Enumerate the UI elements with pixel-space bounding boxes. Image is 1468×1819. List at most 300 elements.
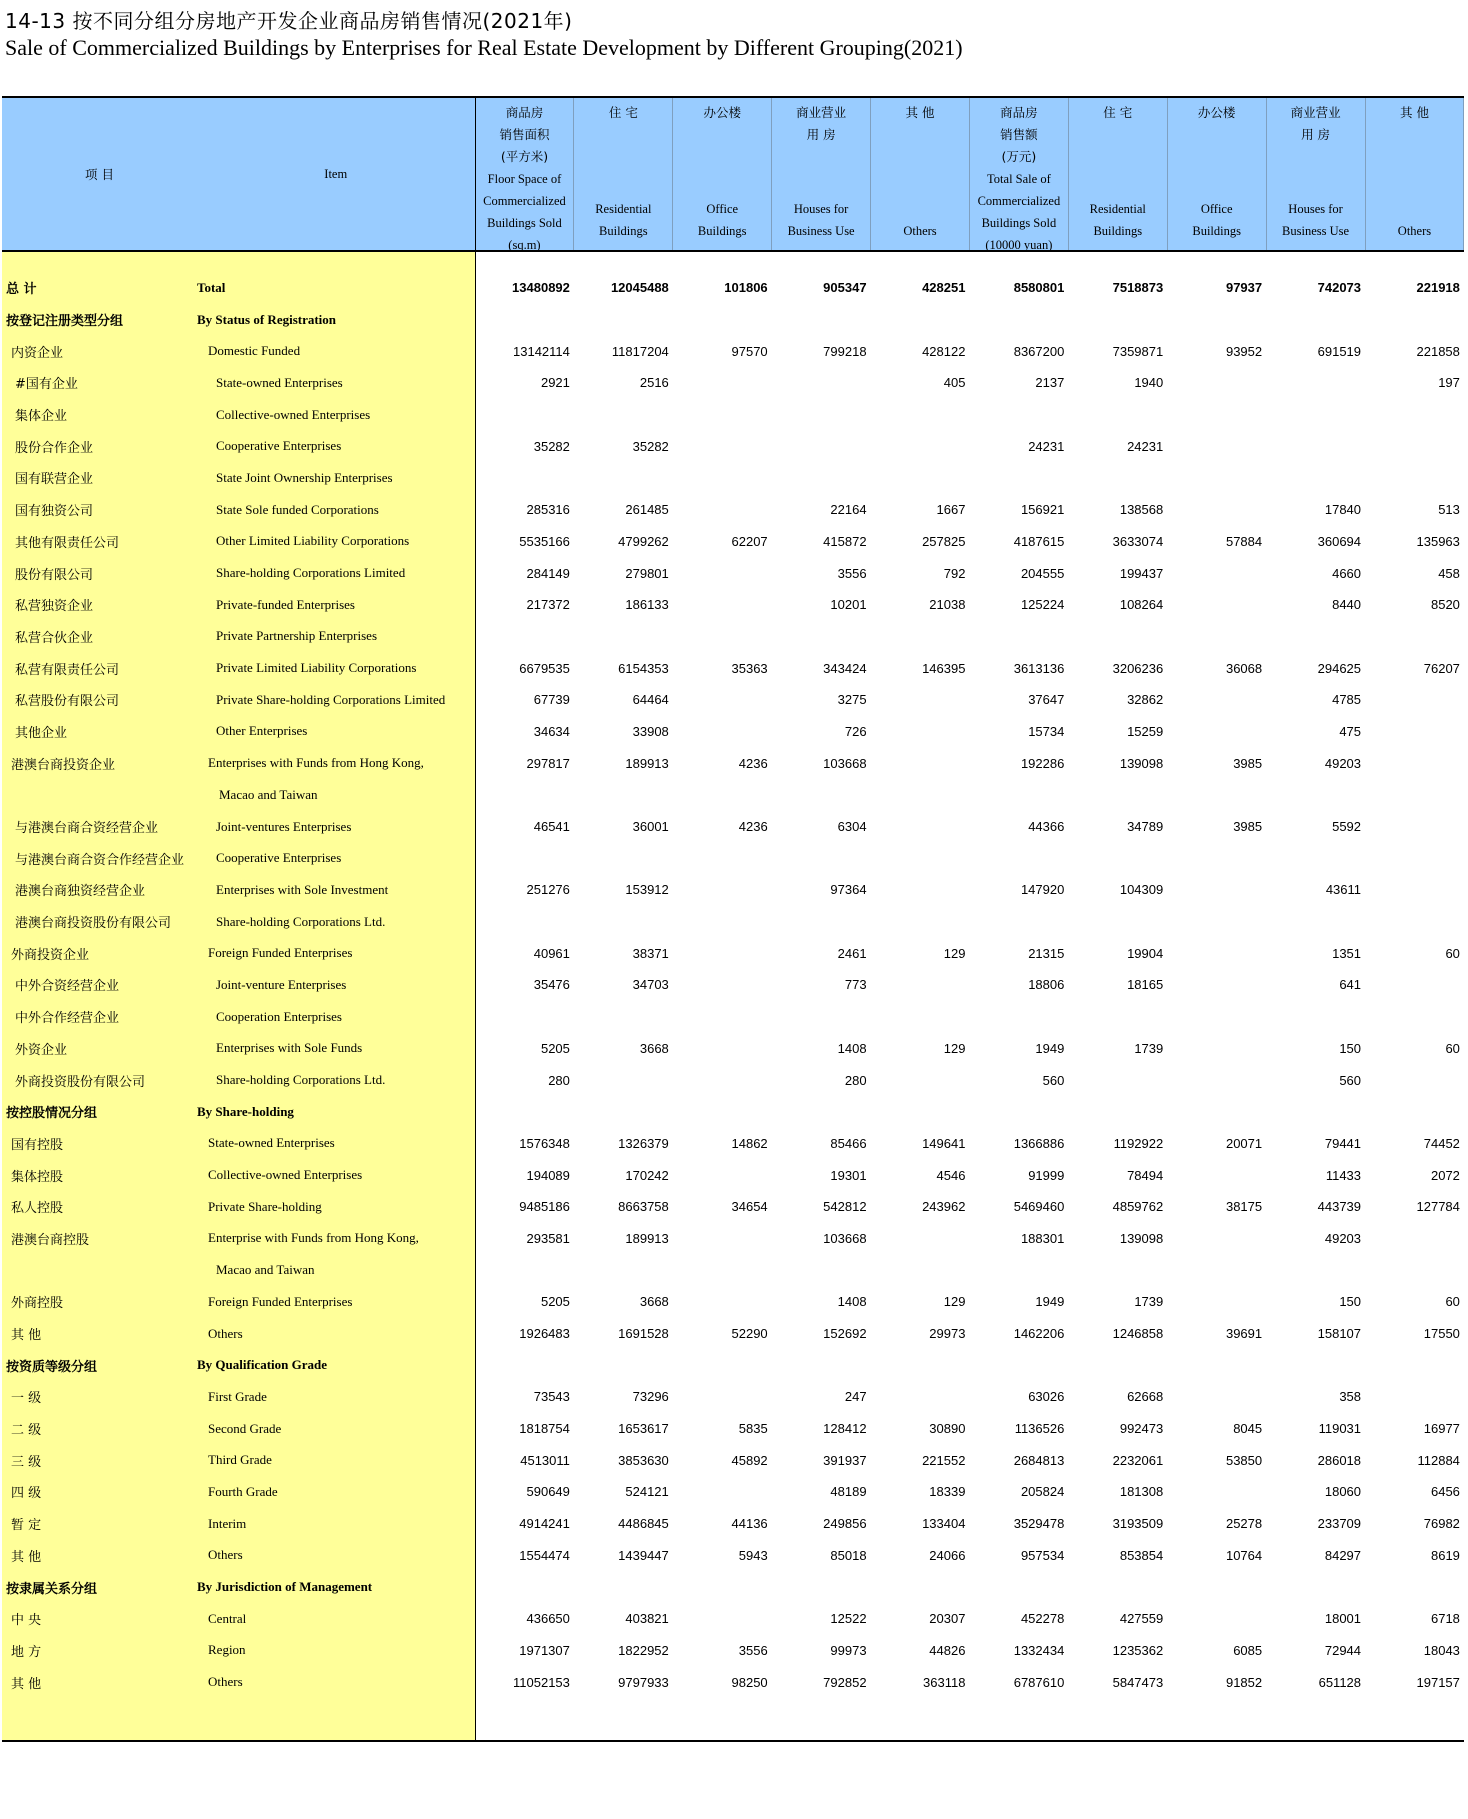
tail-cell [1068, 1698, 1167, 1741]
value-cell [1167, 716, 1266, 748]
row-label-en: State-owned Enterprises [197, 367, 475, 399]
table-title-cn: 14-13 按不同分组分房地产开发企业商品房销售情况(2021年) [5, 9, 573, 33]
value-cell: 443739 [1317, 1199, 1362, 1215]
value-cell: 35363 [731, 660, 768, 676]
table-row [2, 272, 1464, 304]
value-cell [1365, 969, 1464, 1001]
value-cell: 233709 [1317, 1516, 1362, 1532]
header-item-cn: 项 目 [2, 97, 197, 251]
row-label-cn: 港澳台商独资经营企业 [2, 874, 197, 906]
value-cell [1266, 462, 1365, 494]
row-label-cn: 按登记注册类型分组 [2, 304, 197, 336]
value-cell: 129 [943, 1040, 966, 1056]
value-cell: 3853630 [618, 1452, 669, 1468]
value-cell: 8520 [1430, 597, 1460, 613]
row-label-en: By Jurisdiction of Management [197, 1571, 475, 1603]
value-cell [871, 1381, 970, 1413]
value-cell: 1366886 [1013, 1135, 1065, 1151]
value-cell [1068, 1001, 1167, 1033]
row-label-en: Region [197, 1635, 475, 1667]
value-cell [1365, 811, 1464, 843]
value-cell [871, 1571, 970, 1603]
value-cell [1068, 842, 1167, 874]
value-cell [673, 716, 772, 748]
value-cell [475, 1096, 574, 1128]
header-col-10 [1365, 97, 1464, 251]
value-cell: 284149 [526, 565, 570, 581]
value-cell: 36068 [1225, 660, 1263, 676]
header-col-2 [574, 97, 673, 251]
tail-cell [673, 1698, 772, 1741]
value-cell [1266, 1096, 1365, 1128]
value-cell [1365, 1064, 1464, 1096]
value-cell: 21315 [1028, 945, 1065, 961]
value-cell [1167, 1001, 1266, 1033]
value-cell: 49203 [1324, 1230, 1362, 1246]
value-cell [574, 621, 673, 653]
value-cell: 2921 [540, 375, 570, 391]
value-cell: 98250 [731, 1674, 768, 1690]
row-label-cn: 私营合伙企业 [2, 621, 197, 653]
header-col-label-en: Houses for Business Use [1282, 202, 1350, 238]
table-row [2, 747, 1464, 779]
value-cell: 1818754 [519, 1421, 570, 1437]
value-cell: 5835 [738, 1421, 768, 1437]
value-cell: 103668 [823, 755, 867, 771]
header-col-8 [1167, 97, 1266, 251]
value-cell: 85466 [830, 1135, 867, 1151]
table-row [2, 1254, 1464, 1286]
value-cell [1167, 842, 1266, 874]
row-label-cn: 外商控股 [2, 1286, 197, 1318]
value-cell: 5592 [1332, 819, 1362, 835]
value-cell [772, 430, 871, 462]
value-cell: 150 [1339, 1040, 1362, 1056]
value-cell [1167, 1159, 1266, 1191]
value-cell [1365, 1349, 1464, 1381]
value-cell: 3985 [1233, 755, 1263, 771]
value-cell [1266, 399, 1365, 431]
header-col-label-cn: 商业营业 用 房 [1290, 105, 1341, 142]
row-label-cn: 其他企业 [2, 716, 197, 748]
value-cell: 428122 [922, 343, 966, 359]
tail-cell [574, 1698, 673, 1741]
table-row [2, 589, 1464, 621]
value-cell [673, 779, 772, 811]
header-col-5 [871, 97, 970, 251]
value-cell: 62207 [731, 533, 768, 549]
value-cell [673, 1603, 772, 1635]
row-label-en: Enterprises with Funds from Hong Kong, [197, 747, 475, 779]
value-cell [1365, 399, 1464, 431]
row-label-en: Macao and Taiwan [197, 779, 475, 811]
value-cell: 247 [844, 1389, 867, 1405]
row-label-en: First Grade [197, 1381, 475, 1413]
value-cell: 4513011 [520, 1452, 570, 1468]
tail-cell [1365, 1698, 1464, 1741]
table-row [2, 430, 1464, 462]
value-cell: 297817 [526, 755, 570, 771]
value-cell: 64464 [632, 692, 669, 708]
value-cell [1167, 969, 1266, 1001]
value-cell: 103668 [823, 1230, 867, 1246]
value-cell [871, 747, 970, 779]
tail-cell [1266, 1698, 1365, 1741]
row-label-cn: 股份合作企业 [2, 430, 197, 462]
row-label-cn: 国有独资公司 [2, 494, 197, 526]
value-cell: 60 [1445, 1294, 1460, 1310]
value-cell [673, 1286, 772, 1318]
value-cell [1068, 399, 1167, 431]
value-cell: 1691528 [618, 1326, 669, 1342]
row-label-cn: 一 级 [2, 1381, 197, 1413]
value-cell: 125224 [1020, 597, 1065, 613]
value-cell: 4660 [1332, 565, 1362, 581]
value-cell: 97570 [731, 343, 768, 359]
value-cell [673, 621, 772, 653]
value-cell [1167, 1033, 1266, 1065]
value-cell: 1949 [1035, 1040, 1065, 1056]
value-cell [673, 1571, 772, 1603]
value-cell [772, 779, 871, 811]
value-cell: 67739 [533, 692, 570, 708]
spacer-cell [871, 251, 970, 272]
value-cell: 24231 [1127, 438, 1164, 454]
table-row [2, 1318, 1464, 1350]
value-cell: 97937 [1225, 280, 1263, 296]
value-cell [969, 1254, 1068, 1286]
value-cell [574, 1096, 673, 1128]
value-cell: 34654 [731, 1199, 768, 1215]
value-cell [574, 1349, 673, 1381]
value-cell: 5205 [540, 1040, 570, 1056]
value-cell: 1408 [837, 1294, 867, 1310]
table-row [2, 1540, 1464, 1572]
value-cell [1266, 367, 1365, 399]
value-cell [1167, 399, 1266, 431]
value-cell: 53850 [1225, 1452, 1263, 1468]
value-cell: 14862 [731, 1135, 768, 1151]
table-row [2, 526, 1464, 558]
value-cell: 992473 [1119, 1421, 1164, 1437]
value-cell [574, 779, 673, 811]
value-cell [574, 399, 673, 431]
tail-cell [2, 1698, 197, 1741]
table-row [2, 1381, 1464, 1413]
value-cell: 35282 [632, 438, 669, 454]
value-cell: 12522 [830, 1611, 867, 1627]
value-cell: 76982 [1423, 1516, 1460, 1532]
value-cell [772, 906, 871, 938]
value-cell: 18806 [1028, 977, 1065, 993]
value-cell [475, 621, 574, 653]
value-cell: 8440 [1332, 597, 1362, 613]
table-row [2, 716, 1464, 748]
value-cell: 294625 [1317, 660, 1362, 676]
row-label-en: Private-funded Enterprises [197, 589, 475, 621]
table-row [2, 1413, 1464, 1445]
value-cell [772, 1571, 871, 1603]
value-cell [969, 779, 1068, 811]
value-cell: 11433 [1325, 1167, 1362, 1183]
spacer-cell [772, 251, 871, 272]
value-cell [1068, 462, 1167, 494]
header-col-7 [1068, 97, 1167, 251]
value-cell: 99973 [830, 1642, 867, 1658]
sales-table [2, 96, 1464, 1742]
value-cell: 34789 [1127, 819, 1164, 835]
value-cell [673, 1033, 772, 1065]
header-col-label-en: Office Buildings [697, 202, 747, 238]
header-row [2, 97, 1464, 251]
value-cell [475, 906, 574, 938]
header-col-3 [673, 97, 772, 251]
value-cell: 139098 [1119, 1230, 1164, 1246]
value-cell: 5205 [540, 1294, 570, 1310]
value-cell: 52290 [731, 1326, 768, 1342]
value-cell [673, 1159, 772, 1191]
value-cell: 1949 [1035, 1294, 1065, 1310]
row-label-en: Others [197, 1318, 475, 1350]
value-cell: 428251 [922, 280, 966, 296]
table-row [2, 1001, 1464, 1033]
value-cell [1365, 304, 1464, 336]
value-cell [475, 1254, 574, 1286]
value-cell: 20307 [929, 1611, 966, 1627]
table-row [2, 906, 1464, 938]
value-cell: 170242 [625, 1167, 669, 1183]
value-cell [1167, 874, 1266, 906]
row-label-cn: 按隶属关系分组 [2, 1571, 197, 1603]
row-label-cn: 与港澳台商合资经营企业 [2, 811, 197, 843]
value-cell: 25278 [1225, 1516, 1263, 1532]
value-cell: 293581 [526, 1230, 570, 1246]
value-cell: 1971307 [519, 1642, 570, 1658]
value-cell: 24066 [929, 1547, 966, 1563]
value-cell [574, 304, 673, 336]
tail-cell [772, 1698, 871, 1741]
value-cell [871, 1223, 970, 1255]
table-row [2, 1159, 1464, 1191]
value-cell [673, 494, 772, 526]
value-cell: 641 [1339, 977, 1362, 993]
value-cell: 792852 [823, 1674, 867, 1690]
value-cell: 9485186 [519, 1199, 570, 1215]
table-row [2, 779, 1464, 811]
value-cell: 153912 [625, 882, 669, 898]
value-cell: 6718 [1430, 1611, 1460, 1627]
row-label-cn: 集体控股 [2, 1159, 197, 1191]
value-cell: 8619 [1430, 1547, 1460, 1563]
value-cell [673, 1476, 772, 1508]
value-cell: 13142114 [513, 343, 570, 359]
row-label-cn: 其 他 [2, 1666, 197, 1698]
value-cell: 285316 [526, 502, 570, 518]
value-cell [969, 462, 1068, 494]
value-cell [871, 304, 970, 336]
value-cell [772, 842, 871, 874]
value-cell [969, 399, 1068, 431]
value-cell: 181308 [1119, 1484, 1164, 1500]
value-cell: 35476 [533, 977, 570, 993]
value-cell: 1739 [1134, 1294, 1164, 1310]
value-cell: 24231 [1028, 438, 1065, 454]
header-col-label-cn: 商品房 销售面积 (平方米) [499, 105, 550, 164]
value-cell [673, 1254, 772, 1286]
value-cell [969, 621, 1068, 653]
row-label-en: Second Grade [197, 1413, 475, 1445]
value-cell [871, 716, 970, 748]
value-cell [1068, 1254, 1167, 1286]
table-row [2, 367, 1464, 399]
value-cell: 189913 [625, 1230, 669, 1246]
row-label-en: Share-holding Corporations Limited [197, 557, 475, 589]
value-cell [871, 906, 970, 938]
row-label-cn: 港澳台商控股 [2, 1223, 197, 1255]
value-cell: 726 [844, 723, 867, 739]
value-cell: 524121 [625, 1484, 669, 1500]
row-label-en: Cooperative Enterprises [197, 842, 475, 874]
value-cell [871, 1064, 970, 1096]
value-cell: 3633074 [1112, 533, 1164, 549]
value-cell: 128412 [823, 1421, 867, 1437]
value-cell: 1332434 [1013, 1642, 1065, 1658]
value-cell [1068, 621, 1167, 653]
row-label-en: Interim [197, 1508, 475, 1540]
value-cell: 112884 [1417, 1452, 1460, 1468]
value-cell [673, 1349, 772, 1381]
value-cell: 6456 [1430, 1484, 1460, 1500]
value-cell: 18001 [1324, 1611, 1362, 1627]
value-cell: 853854 [1119, 1547, 1164, 1563]
value-cell: 1235362 [1112, 1642, 1164, 1658]
spacer-cell [2, 251, 197, 272]
row-label-en: Others [197, 1540, 475, 1572]
table-row [2, 1571, 1464, 1603]
spacer-cell [197, 251, 475, 272]
value-cell [1365, 1001, 1464, 1033]
value-cell [1167, 621, 1266, 653]
table-row [2, 304, 1464, 336]
value-cell [1266, 430, 1365, 462]
header-col-label-en: Residential Buildings [1089, 202, 1146, 238]
value-cell: 20071 [1225, 1135, 1263, 1151]
value-cell: 2684813 [1013, 1452, 1065, 1468]
value-cell: 149641 [922, 1135, 966, 1151]
value-cell [969, 1001, 1068, 1033]
value-cell: 5469460 [1013, 1199, 1065, 1215]
row-label-en: By Qualification Grade [197, 1349, 475, 1381]
value-cell: 129 [943, 945, 966, 961]
value-cell: 3985 [1233, 819, 1263, 835]
value-cell: 957534 [1020, 1547, 1065, 1563]
table-row [2, 1666, 1464, 1698]
tail-cell [969, 1698, 1068, 1741]
value-cell: 691519 [1317, 343, 1362, 359]
value-cell [475, 1349, 574, 1381]
value-cell [673, 684, 772, 716]
row-label-cn: 其他有限责任公司 [2, 526, 197, 558]
value-cell: 4236 [738, 755, 768, 771]
value-cell [871, 462, 970, 494]
value-cell: 10764 [1225, 1547, 1263, 1563]
value-cell [871, 811, 970, 843]
value-cell: 8663758 [618, 1199, 669, 1215]
value-cell: 8045 [1233, 1421, 1263, 1437]
value-cell: 251276 [526, 882, 570, 898]
header-item-en: Item [197, 97, 475, 251]
value-cell [1167, 1096, 1266, 1128]
row-label-cn: 与港澳台商合资合作经营企业 [2, 842, 197, 874]
table-row [2, 1096, 1464, 1128]
value-cell: 560 [1042, 1072, 1065, 1088]
value-cell [772, 1001, 871, 1033]
header-col-label-en: Houses for Business Use [787, 202, 855, 238]
value-cell: 405 [943, 375, 966, 391]
value-cell: 152692 [823, 1326, 867, 1342]
value-cell: 44136 [731, 1516, 768, 1532]
value-cell: 10201 [830, 597, 867, 613]
value-cell [1365, 779, 1464, 811]
value-cell [574, 1571, 673, 1603]
value-cell [969, 1571, 1068, 1603]
value-cell: 2516 [639, 375, 669, 391]
value-cell [1365, 874, 1464, 906]
table-row [2, 1286, 1464, 1318]
value-cell [871, 430, 970, 462]
value-cell: 85018 [830, 1547, 867, 1563]
row-label-en: Share-holding Corporations Ltd. [197, 906, 475, 938]
row-label-cn [2, 779, 197, 811]
value-cell: 127784 [1416, 1199, 1460, 1215]
value-cell: 18165 [1127, 977, 1164, 993]
value-cell [574, 462, 673, 494]
header-col-4 [772, 97, 871, 251]
value-cell [1167, 937, 1266, 969]
value-cell [871, 1001, 970, 1033]
value-cell: 391937 [823, 1452, 867, 1468]
value-cell [1167, 557, 1266, 589]
value-cell [1365, 1381, 1464, 1413]
value-cell: 8367200 [1013, 343, 1065, 359]
value-cell [475, 842, 574, 874]
value-cell [1068, 1096, 1167, 1128]
row-label-cn: 按控股情况分组 [2, 1096, 197, 1128]
row-label-en: Enterprises with Sole Funds [197, 1033, 475, 1065]
table-row [2, 1635, 1464, 1667]
value-cell: 78494 [1127, 1167, 1164, 1183]
value-cell [1068, 1349, 1167, 1381]
tail-cell [475, 1698, 574, 1741]
header-col-label-cn: 办公楼 [1197, 105, 1236, 120]
value-cell [673, 874, 772, 906]
spacer-cell [1266, 251, 1365, 272]
value-cell: 3193509 [1112, 1516, 1164, 1532]
value-cell: 358 [1339, 1389, 1362, 1405]
value-cell: 13480892 [512, 280, 570, 296]
value-cell: 108264 [1119, 597, 1164, 613]
value-cell: 2461 [837, 945, 867, 961]
table-body [2, 251, 1464, 1741]
header-col-label-cn: 住 宅 [1103, 105, 1133, 120]
value-cell: 5535166 [519, 533, 570, 549]
value-cell: 60 [1445, 945, 1460, 961]
value-cell: 7359871 [1112, 343, 1164, 359]
row-label-cn: 私营有限责任公司 [2, 652, 197, 684]
value-cell [1167, 1381, 1266, 1413]
value-cell: 73543 [533, 1389, 570, 1405]
value-cell: 427559 [1119, 1611, 1164, 1627]
